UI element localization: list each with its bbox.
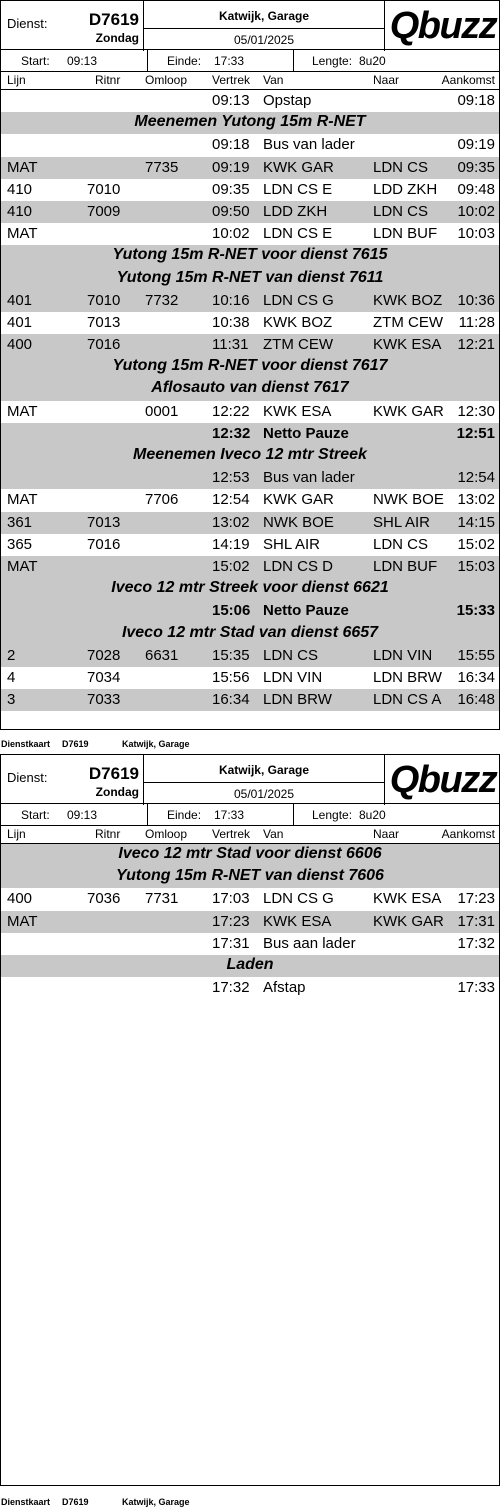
section-header-row xyxy=(1,623,499,645)
trip-row xyxy=(1,179,499,201)
divider xyxy=(147,804,148,825)
section-header-row xyxy=(1,268,499,290)
cell-naar: LDN BUF xyxy=(373,557,438,575)
section-title: Yutong 15m R-NET voor dienst 7617 xyxy=(112,357,388,375)
cell-vertrek: 11:31 xyxy=(212,336,249,354)
cell-ritnr: 7009 xyxy=(87,202,121,220)
divider xyxy=(147,50,148,71)
cell-omloop: 7732 xyxy=(145,291,179,309)
divider xyxy=(293,804,294,825)
section-title: Meenemen Iveco 12 mtr Streek xyxy=(133,446,367,463)
cell-aankomst: 17:33 xyxy=(457,979,495,997)
cell-aankomst: 14:15 xyxy=(457,513,495,531)
cell-vertrek: 09:19 xyxy=(212,158,250,176)
cell-vertrek: 10:38 xyxy=(212,313,250,331)
trip-table xyxy=(0,844,500,1486)
section-title: Aflosauto van dienst 7617 xyxy=(151,379,349,397)
cell-lijn: MAT xyxy=(7,912,38,930)
cell-van: Netto Pauze xyxy=(263,424,349,442)
qbuzz-logo: Qbuzz xyxy=(389,5,497,47)
trip-row xyxy=(1,467,499,489)
section-title: Yutong 15m R-NET van dienst 7606 xyxy=(116,867,384,885)
cell-naar: ZTM CEW xyxy=(373,313,443,331)
cell-ritnr: 7034 xyxy=(87,668,121,686)
footer-location: Katwijk, Garage xyxy=(122,1497,190,1507)
cell-ritnr: 7033 xyxy=(87,691,121,709)
cell-lijn: MAT xyxy=(7,158,38,176)
cell-vertrek: 14:19 xyxy=(212,535,250,553)
start-label: Start: xyxy=(21,808,50,822)
cell-aankomst: 12:51 xyxy=(456,424,495,442)
cell-naar: LDN BRW xyxy=(373,668,442,686)
cell-naar: KWK GAR xyxy=(373,402,444,420)
trip-row xyxy=(1,334,499,356)
section-header-row xyxy=(1,955,499,977)
section-header-row xyxy=(1,445,499,467)
cell-aankomst: 10:03 xyxy=(457,225,495,243)
col-naar: Naar xyxy=(373,73,400,87)
cell-van: LDN CS G xyxy=(263,291,334,309)
cell-aankomst: 09:18 xyxy=(457,92,495,109)
cell-van: NWK BOE xyxy=(263,513,334,531)
divider xyxy=(384,1,385,51)
date: 05/01/2025 xyxy=(233,33,295,47)
cell-van: Netto Pauze xyxy=(263,602,349,620)
trip-row xyxy=(1,645,499,667)
cell-vertrek: 12:32 xyxy=(212,424,251,442)
cell-van: KWK ESA xyxy=(263,402,332,420)
trip-table xyxy=(0,90,500,730)
cell-aankomst: 12:54 xyxy=(457,469,495,487)
einde-time: 17:33 xyxy=(214,54,245,68)
section-title: Iveco 12 mtr Stad voor dienst 6606 xyxy=(118,845,382,862)
cell-lijn: 400 xyxy=(7,336,33,354)
cell-van: LDN VIN xyxy=(263,668,323,686)
dienstkaart-page-2 xyxy=(0,754,500,1512)
cell-aankomst: 13:02 xyxy=(457,491,495,509)
trip-row xyxy=(1,290,499,312)
cell-lijn: MAT xyxy=(7,491,38,509)
cell-ritnr: 7028 xyxy=(87,646,121,664)
divider xyxy=(293,50,294,71)
cell-lijn: 4 xyxy=(7,668,16,686)
cell-van: LDN BRW xyxy=(263,691,332,709)
cell-naar: NWK BOE xyxy=(373,491,444,509)
col-ritnr: Ritnr xyxy=(95,73,121,87)
trip-row xyxy=(1,911,499,933)
einde-label: Einde: xyxy=(167,808,202,822)
cell-aankomst: 16:34 xyxy=(457,668,495,686)
col-ritnr: Ritnr xyxy=(95,827,121,841)
trip-row xyxy=(1,534,499,556)
cell-aankomst: 17:32 xyxy=(457,934,495,952)
cell-naar: SHL AIR xyxy=(373,513,430,531)
cell-lijn: 401 xyxy=(7,291,33,309)
cell-aankomst: 09:48 xyxy=(457,180,495,198)
trip-row xyxy=(1,134,499,156)
cell-van: KWK ESA xyxy=(263,912,332,930)
col-vertrek: Vertrek xyxy=(212,73,251,87)
location: Katwijk, Garage xyxy=(218,9,310,23)
section-title: Iveco 12 mtr Streek voor dienst 6621 xyxy=(111,579,389,597)
cell-van: Afstap xyxy=(263,979,306,997)
cell-van: LDN CS D xyxy=(263,557,334,575)
cell-aankomst: 17:31 xyxy=(457,912,495,930)
cell-omloop: 6631 xyxy=(145,646,179,664)
cell-van: LDD ZKH xyxy=(263,202,328,220)
trip-row xyxy=(1,401,499,423)
section-header-row xyxy=(1,578,499,600)
cell-aankomst: 16:48 xyxy=(457,691,495,709)
footer-code: D7619 xyxy=(62,739,89,749)
cell-lijn: MAT xyxy=(7,402,38,420)
cell-van: LDN CS xyxy=(263,646,319,664)
cell-van: Opstap xyxy=(263,92,312,109)
cell-ritnr: 7010 xyxy=(87,180,121,198)
cell-aankomst: 15:02 xyxy=(457,535,495,553)
cell-vertrek: 09:50 xyxy=(212,202,250,220)
cell-vertrek: 16:34 xyxy=(212,691,250,709)
cell-ritnr: 7010 xyxy=(87,291,121,309)
dienst-label: Dienst: xyxy=(7,16,48,31)
cell-naar: LDD ZKH xyxy=(373,180,438,198)
cell-aankomst: 12:30 xyxy=(457,402,495,420)
section-title: Iveco 12 mtr Stad van dienst 6657 xyxy=(121,623,379,641)
cell-van: Bus aan lader xyxy=(263,934,356,952)
section-header-row xyxy=(1,844,499,866)
cell-vertrek: 12:53 xyxy=(212,469,250,487)
cell-aankomst: 09:35 xyxy=(457,158,495,176)
page-footer xyxy=(0,738,500,752)
cell-naar: LDN CS A xyxy=(373,691,442,709)
cell-vertrek: 10:16 xyxy=(212,291,250,309)
cell-lijn: 361 xyxy=(7,513,33,531)
cell-lijn: 410 xyxy=(7,202,33,220)
dienstkaart-page-1 xyxy=(0,0,500,752)
trip-row xyxy=(1,888,499,910)
card-header xyxy=(0,0,500,50)
dienst-day: Zondag xyxy=(95,785,139,799)
cell-omloop: 0001 xyxy=(145,402,179,420)
trip-row xyxy=(1,933,499,955)
einde-time: 17:33 xyxy=(214,808,245,822)
cell-lijn: 3 xyxy=(7,691,16,709)
col-van: Van xyxy=(263,827,284,841)
start-time: 09:13 xyxy=(67,808,98,822)
footer-label: Dienstkaart xyxy=(1,1497,51,1507)
start-time: 09:13 xyxy=(67,54,98,68)
cell-van: Bus van lader xyxy=(263,469,355,487)
lengte-label: Lengte: xyxy=(312,54,353,68)
cell-omloop: 7731 xyxy=(145,890,179,908)
cell-vertrek: 17:03 xyxy=(212,890,250,908)
column-header xyxy=(0,72,500,90)
section-title: Meenemen Yutong 15m R-NET xyxy=(134,113,366,131)
cell-vertrek: 15:35 xyxy=(212,646,250,664)
qbuzz-logo: Qbuzz xyxy=(389,759,497,801)
col-lijn: Lijn xyxy=(7,73,26,87)
cell-vertrek: 15:06 xyxy=(212,602,251,620)
shift-info-bar xyxy=(0,804,500,826)
footer-location: Katwijk, Garage xyxy=(122,739,190,749)
location: Katwijk, Garage xyxy=(218,763,310,777)
trip-row xyxy=(1,556,499,578)
cell-van: LDN CS E xyxy=(263,180,333,198)
cell-naar: KWK GAR xyxy=(373,912,444,930)
cell-naar: LDN CS xyxy=(373,535,429,553)
cell-van: KWK GAR xyxy=(263,491,334,509)
cell-van: LDN CS G xyxy=(263,890,334,908)
section-header-row xyxy=(1,866,499,888)
cell-lijn: 365 xyxy=(7,535,33,553)
trip-row xyxy=(1,667,499,689)
column-header xyxy=(0,826,500,844)
cell-naar: KWK ESA xyxy=(373,336,442,354)
cell-omloop: 7706 xyxy=(145,491,179,509)
cell-vertrek: 15:56 xyxy=(212,668,250,686)
divider xyxy=(143,28,384,29)
date: 05/01/2025 xyxy=(233,787,295,801)
shift-info-bar xyxy=(0,50,500,72)
dienst-day: Zondag xyxy=(95,31,139,45)
cell-vertrek: 17:32 xyxy=(212,979,250,997)
cell-vertrek: 09:35 xyxy=(212,180,250,198)
section-title: Yutong 15m R-NET van dienst 7611 xyxy=(116,268,384,286)
pause-row xyxy=(1,423,499,445)
cell-naar: LDN CS xyxy=(373,158,429,176)
cell-van: ZTM CEW xyxy=(263,336,333,354)
cell-vertrek: 09:13 xyxy=(212,92,250,109)
col-naar: Naar xyxy=(373,827,400,841)
cell-vertrek: 13:02 xyxy=(212,513,250,531)
section-title: Laden xyxy=(226,955,274,973)
cell-lijn: 410 xyxy=(7,180,33,198)
cell-vertrek: 17:31 xyxy=(212,934,250,952)
einde-label: Einde: xyxy=(167,54,202,68)
footer-label: Dienstkaart xyxy=(1,739,51,749)
cell-aankomst: 15:33 xyxy=(456,602,495,620)
cell-vertrek: 17:23 xyxy=(212,912,250,930)
section-header-row xyxy=(1,378,499,400)
trip-row xyxy=(1,90,499,112)
col-aankomst: Aankomst xyxy=(441,73,495,87)
cell-naar: KWK BOZ xyxy=(373,291,443,309)
cell-van: KWK BOZ xyxy=(263,313,333,331)
dienst-label: Dienst: xyxy=(7,770,48,785)
cell-aankomst: 10:02 xyxy=(457,202,495,220)
col-omloop: Omloop xyxy=(145,73,188,87)
section-header-row xyxy=(1,245,499,267)
dienst-code: D7619 xyxy=(88,10,139,29)
trip-row xyxy=(1,977,499,999)
pause-row xyxy=(1,600,499,622)
cell-ritnr: 7016 xyxy=(87,535,121,553)
cell-aankomst: 15:55 xyxy=(457,646,495,664)
divider xyxy=(143,782,384,783)
card-header xyxy=(0,754,500,804)
footer-code: D7619 xyxy=(62,1497,89,1507)
cell-lijn: 401 xyxy=(7,313,33,331)
cell-naar: KWK ESA xyxy=(373,890,442,908)
cell-vertrek: 10:02 xyxy=(212,225,250,243)
col-van: Van xyxy=(263,73,284,87)
divider xyxy=(384,755,385,805)
cell-aankomst: 10:36 xyxy=(457,291,495,309)
trip-row xyxy=(1,312,499,334)
col-aankomst: Aankomst xyxy=(441,827,495,841)
cell-ritnr: 7013 xyxy=(87,313,121,331)
section-header-row xyxy=(1,112,499,134)
cell-van: SHL AIR xyxy=(263,535,320,553)
cell-lijn: 2 xyxy=(7,646,16,664)
cell-omloop: 7735 xyxy=(145,158,179,176)
cell-lijn: MAT xyxy=(7,557,38,575)
cell-naar: LDN BUF xyxy=(373,225,438,243)
cell-aankomst: 09:19 xyxy=(457,136,495,154)
cell-vertrek: 12:54 xyxy=(212,491,250,509)
cell-naar: LDN VIN xyxy=(373,646,433,664)
section-header-row xyxy=(1,356,499,378)
cell-aankomst: 15:03 xyxy=(457,557,495,575)
cell-aankomst: 12:21 xyxy=(457,336,495,354)
trip-row xyxy=(1,689,499,711)
cell-van: LDN CS E xyxy=(263,225,333,243)
lengte-label: Lengte: xyxy=(312,808,353,822)
cell-vertrek: 15:02 xyxy=(212,557,250,575)
lengte-value: 8u20 xyxy=(359,54,386,68)
cell-aankomst: 11:28 xyxy=(458,313,495,331)
cell-vertrek: 09:18 xyxy=(212,136,250,154)
cell-ritnr: 7013 xyxy=(87,513,121,531)
dienst-code: D7619 xyxy=(88,764,139,783)
col-omloop: Omloop xyxy=(145,827,188,841)
trip-row xyxy=(1,157,499,179)
col-vertrek: Vertrek xyxy=(212,827,251,841)
section-title: Yutong 15m R-NET voor dienst 7615 xyxy=(112,246,388,264)
trip-row xyxy=(1,201,499,223)
page-footer xyxy=(0,1496,500,1510)
trip-row xyxy=(1,512,499,534)
start-label: Start: xyxy=(21,54,50,68)
cell-aankomst: 17:23 xyxy=(457,890,495,908)
trip-row xyxy=(1,223,499,245)
lengte-value: 8u20 xyxy=(359,808,386,822)
cell-ritnr: 7036 xyxy=(87,890,121,908)
cell-van: Bus van lader xyxy=(263,136,355,154)
cell-vertrek: 12:22 xyxy=(212,402,250,420)
cell-lijn: 400 xyxy=(7,890,33,908)
trip-row xyxy=(1,489,499,511)
cell-ritnr: 7016 xyxy=(87,336,121,354)
cell-naar: LDN CS xyxy=(373,202,429,220)
col-lijn: Lijn xyxy=(7,827,26,841)
cell-van: KWK GAR xyxy=(263,158,334,176)
cell-lijn: MAT xyxy=(7,225,38,243)
